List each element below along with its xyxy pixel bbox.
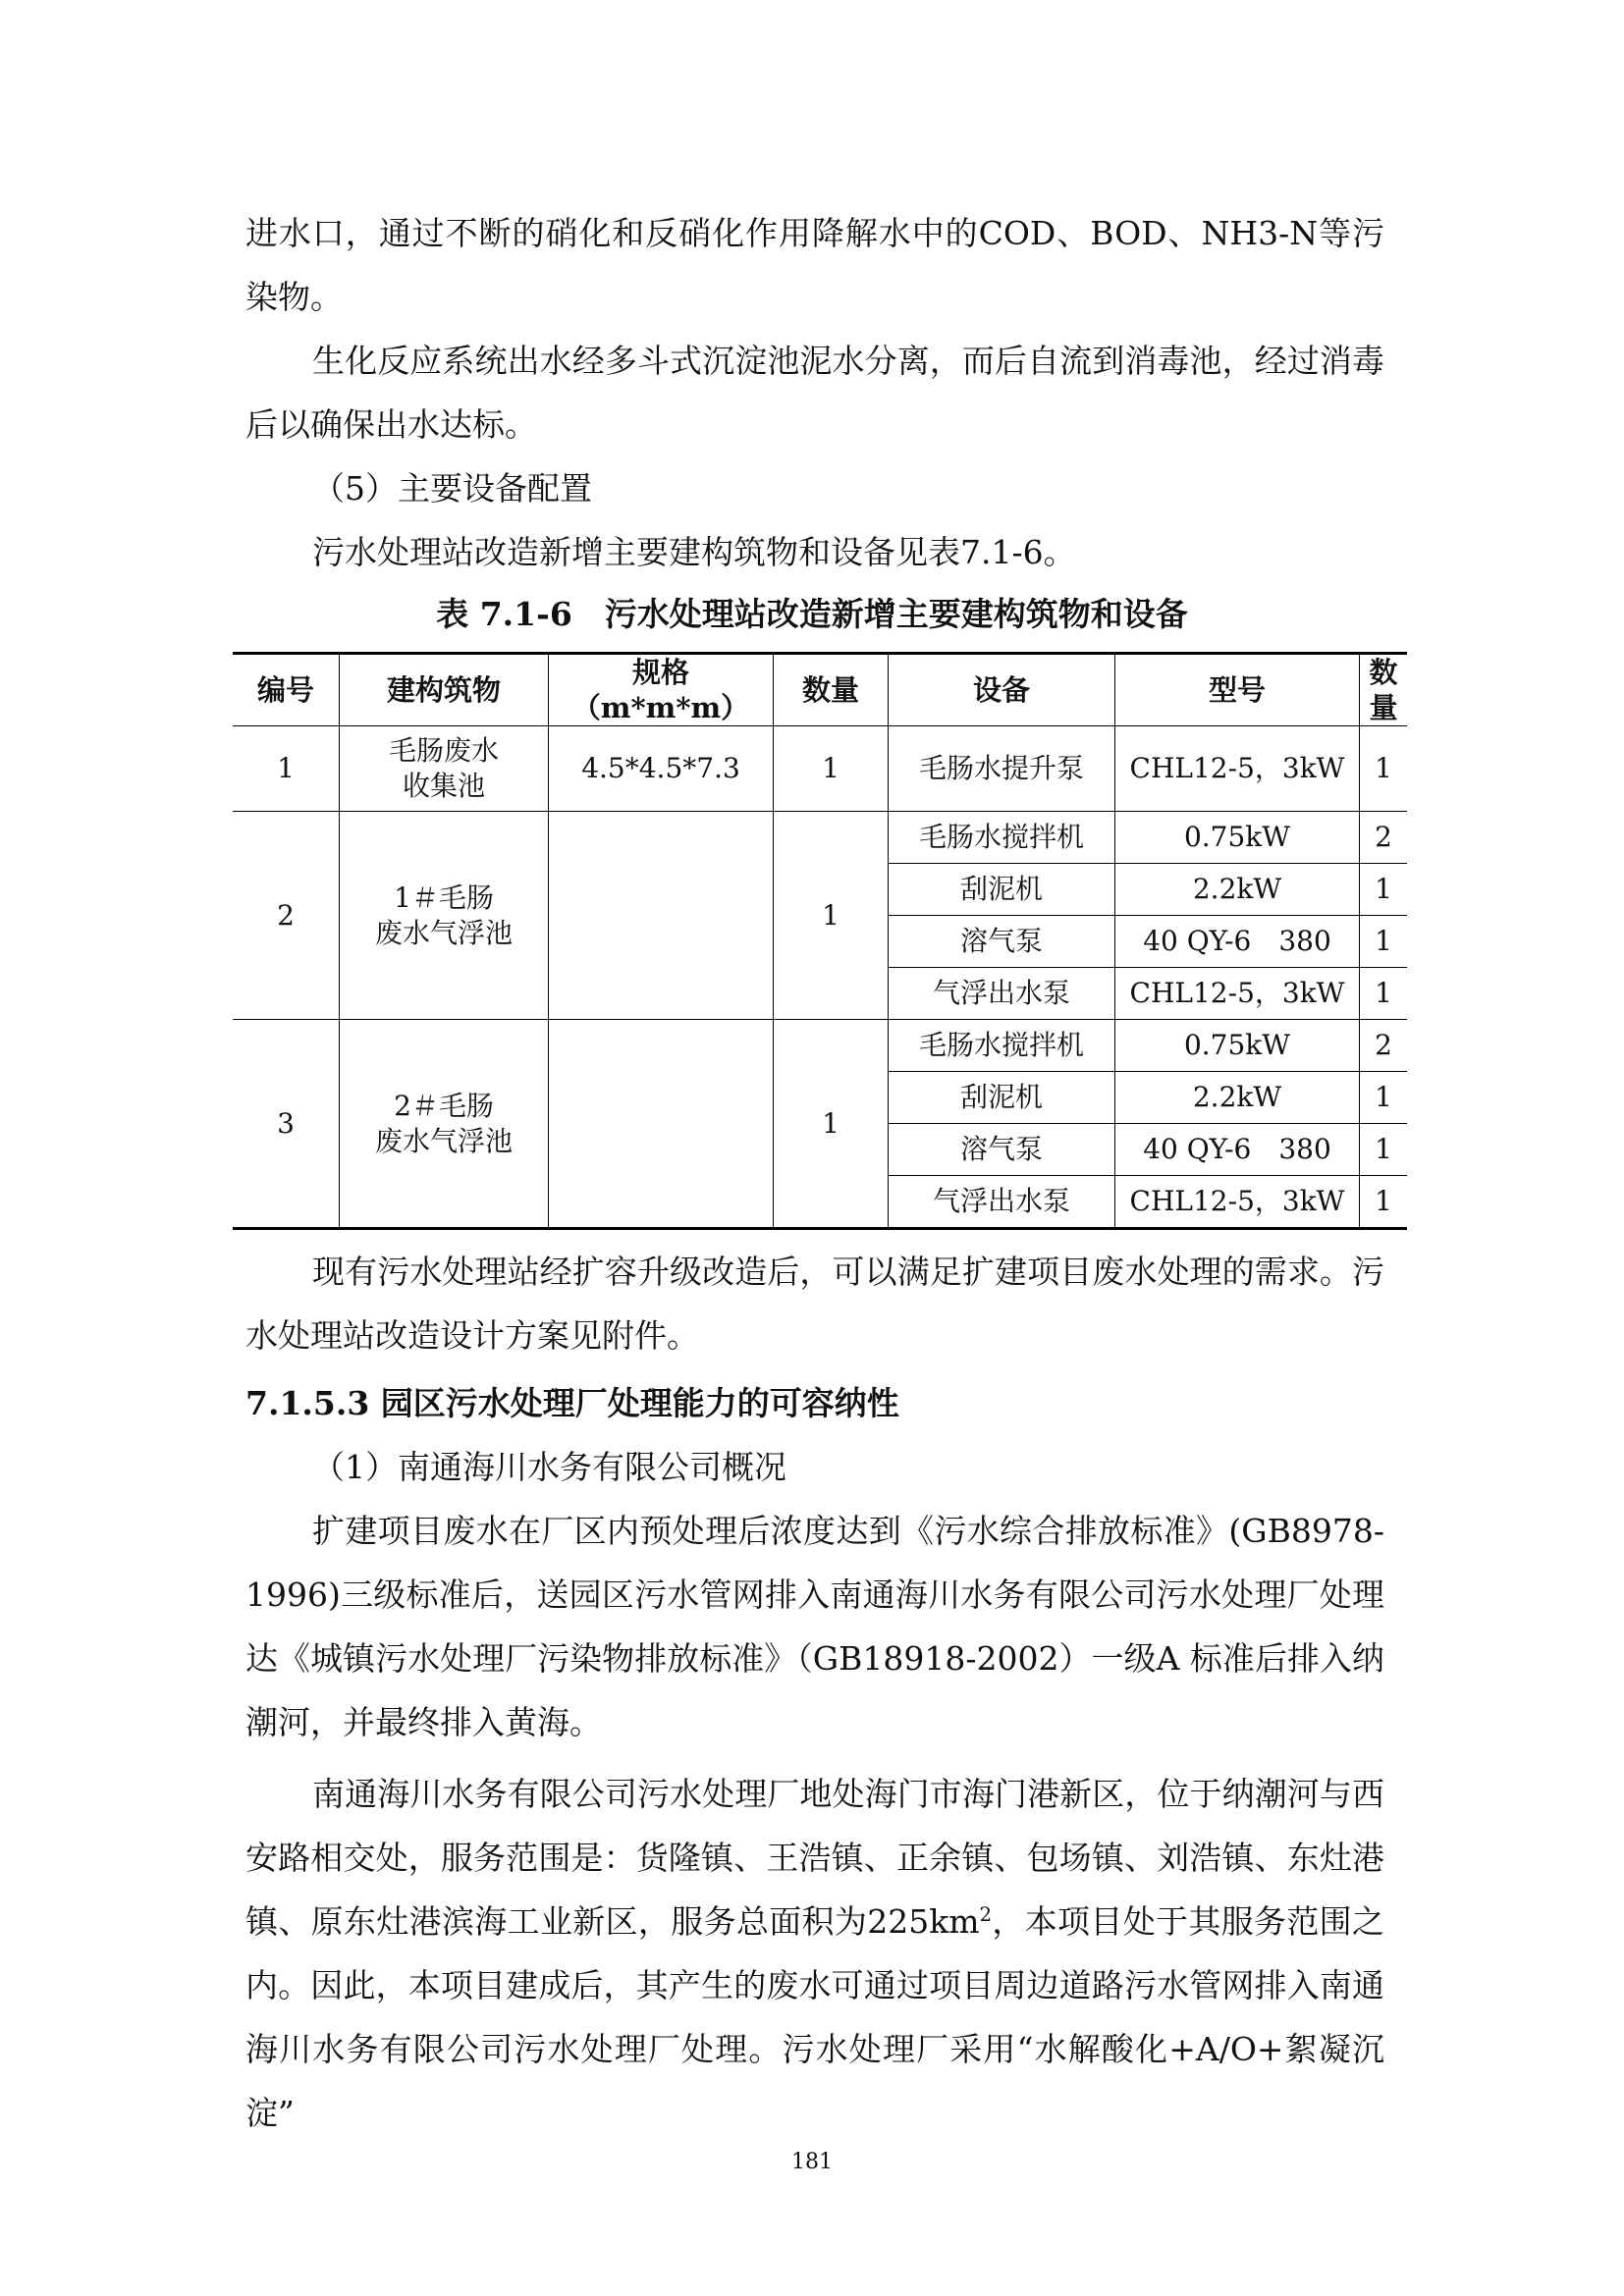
paragraph-pretreatment: 扩建项目废水在厂区内预处理后浓度达到《污水综合排放标准》(GB8978-1996)三级标准后，送园区污水管网排入南通海川水务有限公司污水处理厂处理达《城镇污水处理厂污染物排放标准》（GB18918-2002）一级A 标准后排入纳潮河，并最终排入黄海。 xyxy=(245,1512,1384,1741)
cell-structure: 2＃毛肠 废水气浮池 xyxy=(340,1020,549,1229)
cell-structure: 1＃毛肠 废水气浮池 xyxy=(340,812,549,1020)
cell-spec xyxy=(549,812,774,1020)
cell-equipment: 刮泥机 xyxy=(889,864,1115,916)
service-area-text-a: 南通海川水务有限公司污水处理厂地处海门市海门港新区，位于纳潮河与西安路相交处，服务范围是：货隆镇、王浩镇、正余镇、包场镇、刘浩镇、东灶港镇、原东灶港滨海工业新区，服务总面积为225km xyxy=(245,1775,1384,1941)
service-area-text-b: ，本项目处于其服务范围之内。因此，本项目建成后，其产生的废水可通过项目周边道路污水管网排入南通海川水务有限公司污水处理厂处理。污水处理厂采用“水解酸化+A/O+絮凝沉淀” xyxy=(245,1902,1384,2132)
cell-model: 40 QY-6 380 xyxy=(1115,916,1360,968)
cell-qty: 1 xyxy=(774,812,889,1020)
paragraph-service-area xyxy=(245,1762,1384,2145)
cell-equipment-qty: 1 xyxy=(1360,1176,1408,1229)
cell-equipment: 毛肠水搅拌机 xyxy=(889,1020,1115,1072)
cell-equipment: 刮泥机 xyxy=(889,1072,1115,1124)
superscript-2: 2 xyxy=(979,1903,993,1926)
page-number: 181 xyxy=(791,2150,833,2174)
cell-equipment-qty: 1 xyxy=(1360,1072,1408,1124)
cell-model: CHL12-5，3kW xyxy=(1115,1176,1360,1229)
cell-equipment-qty: 2 xyxy=(1360,812,1408,864)
header-structure: 建构筑物 xyxy=(340,654,549,726)
cell-spec xyxy=(549,1020,774,1229)
cell-model: 0.75kW xyxy=(1115,1020,1360,1072)
cell-model: 40 QY-6 380 xyxy=(1115,1124,1360,1176)
cell-model: CHL12-5，3kW xyxy=(1115,968,1360,1020)
cell-model: 2.2kW xyxy=(1115,1072,1360,1124)
header-model: 型号 xyxy=(1115,654,1360,726)
cell-equipment: 毛肠水搅拌机 xyxy=(889,812,1115,864)
cell-equipment: 溶气泵 xyxy=(889,1124,1115,1176)
cell-equipment: 溶气泵 xyxy=(889,916,1115,968)
paragraph-table-ref: 污水处理站改造新增主要建构筑物和设备见表7.1-6。 xyxy=(312,533,1076,571)
header-spec: 规格（m*m*m） xyxy=(549,654,774,726)
header-equipment-qty: 数量 xyxy=(1360,654,1408,726)
cell-equipment: 毛肠水提升泵 xyxy=(889,726,1115,812)
paragraph-upgrade-result: 现有污水处理站经扩容升级改造后，可以满足扩建项目废水处理的需求。污水处理站改造设计方案见附件。 xyxy=(245,1253,1384,1355)
cell-equipment-qty: 1 xyxy=(1360,916,1408,968)
cell-no: 1 xyxy=(233,726,340,812)
cell-equipment-qty: 2 xyxy=(1360,1020,1408,1072)
cell-qty: 1 xyxy=(774,1020,889,1229)
cell-qty: 1 xyxy=(774,726,889,812)
cell-equipment-qty: 1 xyxy=(1360,968,1408,1020)
table-row xyxy=(233,726,1407,812)
table-row xyxy=(233,1020,1407,1072)
cell-spec: 4.5*4.5*7.3 xyxy=(549,726,774,812)
cell-equipment: 气浮出水泵 xyxy=(889,1176,1115,1229)
cell-structure: 毛肠废水 收集池 xyxy=(340,726,549,812)
cell-equipment: 气浮出水泵 xyxy=(889,968,1115,1020)
cell-no: 2 xyxy=(233,812,340,1020)
header-equipment: 设备 xyxy=(889,654,1115,726)
equipment-table xyxy=(233,652,1407,1230)
table-header-row xyxy=(233,654,1407,726)
paragraph-section-5: （5）主要设备配置 xyxy=(312,469,592,507)
cell-equipment-qty: 1 xyxy=(1360,864,1408,916)
header-qty: 数量 xyxy=(774,654,889,726)
table-title: 表 7.1-6 污水处理站改造新增主要建构筑物和设备 xyxy=(436,595,1188,633)
paragraph-company-overview: （1）南通海川水务有限公司概况 xyxy=(312,1448,786,1486)
cell-model: 2.2kW xyxy=(1115,864,1360,916)
cell-no: 3 xyxy=(233,1020,340,1229)
header-no: 编号 xyxy=(233,654,340,726)
table-row xyxy=(233,812,1407,864)
cell-model: 0.75kW xyxy=(1115,812,1360,864)
section-heading: 7.1.5.3 园区污水处理厂处理能力的可容纳性 xyxy=(245,1384,899,1422)
cell-equipment-qty: 1 xyxy=(1360,1124,1408,1176)
cell-model: CHL12-5，3kW xyxy=(1115,726,1360,812)
cell-equipment-qty: 1 xyxy=(1360,726,1408,812)
paragraph-nitrification: 进水口，通过不断的硝化和反硝化作用降解水中的COD、BOD、NH3-N等污染物。 xyxy=(245,214,1384,316)
paragraph-sedimentation: 生化反应系统出水经多斗式沉淀池泥水分离，而后自流到消毒池，经过消毒后以确保出水达标。 xyxy=(245,342,1384,444)
